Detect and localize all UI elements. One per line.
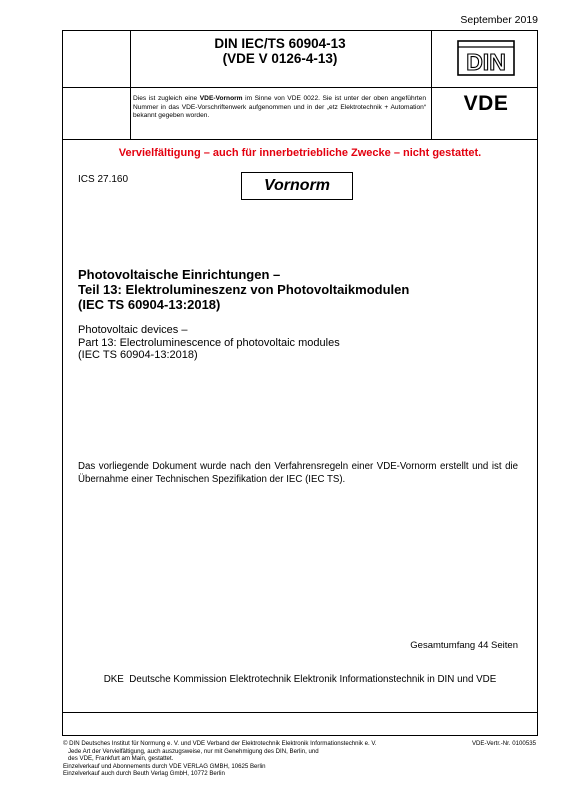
header-note-prefix: Dies ist zugleich eine xyxy=(133,95,200,102)
footer-divider xyxy=(63,712,537,713)
header-note-bold-term: VDE-Vornorm xyxy=(199,95,243,102)
ics-code: ICS 27.160 xyxy=(78,174,129,185)
cover-frame xyxy=(62,30,538,736)
title-english xyxy=(78,324,518,362)
title-german-line-3: (IEC TS 60904-13:2018) xyxy=(78,297,221,312)
sales-vde-verlag: Einzelverkauf und Abonnements durch VDE VERLAG GMBH, 10625 Berlin xyxy=(63,762,266,770)
title-english-line-2: Part 13: Electroluminescence of photovoltaic modules xyxy=(78,336,340,349)
dke-full-name: Deutsche Kommission Elektrotechnik Elektronik Informationstechnik in DIN und VDE xyxy=(129,674,497,685)
reproduction-notice: Vervielfältigung – auch für innerbetriebliche Zwecke – nicht gestattet. xyxy=(118,147,482,159)
title-english-line-1: Photovoltaic devices – xyxy=(78,324,188,336)
din-logo-text: DIN xyxy=(466,49,506,75)
dke-abbreviation: DKE xyxy=(103,674,124,685)
footer-copyright xyxy=(63,740,463,778)
document-description: Das vorliegende Dokument wurde nach den Verfahrensregeln einer VDE-Vornorm erstellt und ist die Übernahme einer Technischen Spezifikation der IEC (IEC TS). xyxy=(78,461,518,485)
notice-divider xyxy=(63,139,537,140)
standard-number-block xyxy=(130,36,430,66)
din-logo xyxy=(457,40,515,76)
title-english-line-3: (IEC TS 60904-13:2018) xyxy=(78,349,198,361)
copyright-line-1: © DIN Deutsches Institut für Normung e. V. und VDE Verband der Elektrotechnik Elektronik Informationstechnik e. V. xyxy=(63,740,377,747)
dke-line xyxy=(63,674,537,685)
sales-beuth-verlag: Einzelverkauf auch durch Beuth Verlag GmbH, 10772 Berlin xyxy=(63,770,225,778)
header-note-suffix: im Sinne von VDE 0022. Sie ist unter der oben angeführten Nummer in das VDE-Vorschriftenwerk aufgenommen und in der „etz Elektrotechnik + Automation“ bekannt gegeben worden. xyxy=(133,95,426,120)
title-german-line-1: Photovoltaische Einrichtungen – xyxy=(78,267,281,282)
vde-prestandard-note xyxy=(133,95,426,121)
vde-order-number: VDE-Vertr.-Nr. 0100535 xyxy=(471,740,536,747)
standard-number: DIN IEC/TS 60904-13 xyxy=(214,36,346,51)
vde-classification-number: (VDE V 0126-4-13) xyxy=(222,51,338,66)
document-type-box: Vornorm xyxy=(241,172,353,200)
vde-logo: VDE xyxy=(463,92,509,115)
title-german xyxy=(78,267,518,312)
total-pages: Gesamtumfang 44 Seiten xyxy=(410,640,518,651)
publication-date: September 2019 xyxy=(460,14,538,26)
header-divider xyxy=(63,87,537,88)
copyright-line-2: Jede Art der Vervielfältigung, auch auszugsweise, nur mit Genehmigung des DIN, Berlin, und xyxy=(68,747,319,755)
copyright-line-3: des VDE, Frankfurt am Main, gestattet. xyxy=(68,755,174,763)
title-german-line-2: Teil 13: Elektrolumineszenz von Photovoltaikmodulen xyxy=(78,282,410,297)
header-right-column-line xyxy=(431,31,432,139)
